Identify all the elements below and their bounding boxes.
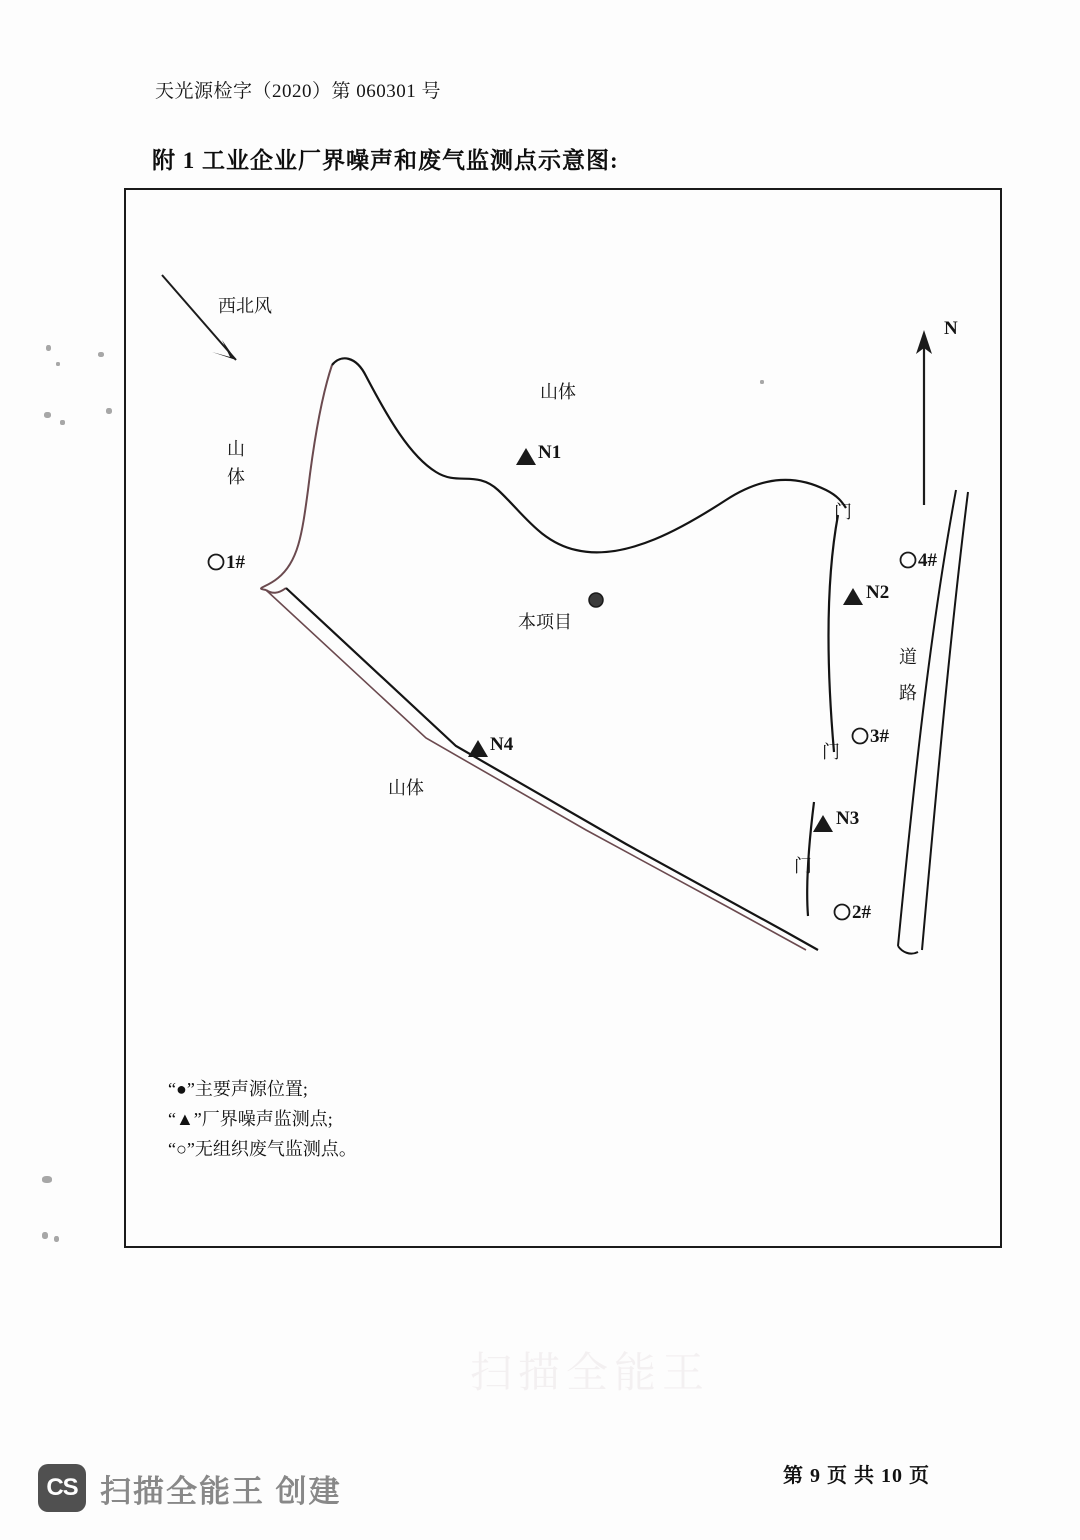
legend-line-gas: “○”无组织废气监测点。 bbox=[168, 1139, 357, 1159]
noise-point-n1-icon bbox=[516, 448, 536, 465]
legend-line-source: “●”主要声源位置; bbox=[168, 1079, 308, 1099]
scan-speck bbox=[44, 412, 51, 418]
fence-upper-right bbox=[828, 515, 838, 752]
scan-speck bbox=[760, 380, 764, 384]
scan-speck bbox=[106, 408, 112, 414]
gas-point-4-label: 4# bbox=[918, 550, 937, 571]
scan-speck bbox=[42, 1232, 48, 1239]
scan-speck bbox=[42, 1176, 52, 1183]
scan-artifact-ghost-text: 扫描全能王 bbox=[470, 1349, 711, 1396]
north-label: N bbox=[944, 318, 958, 339]
mountain-left-label-1: 山 bbox=[227, 439, 245, 459]
road-label-1: 道 bbox=[899, 647, 917, 667]
legend bbox=[168, 1074, 357, 1164]
sound-source-icon bbox=[589, 593, 603, 607]
noise-point-n4-icon bbox=[468, 740, 488, 757]
gas-point-4-icon bbox=[901, 553, 916, 568]
mountain-top-label: 山体 bbox=[540, 382, 576, 402]
wind-label: 西北风 bbox=[218, 296, 272, 316]
page-number: 第 9 页 共 10 页 bbox=[783, 1465, 930, 1487]
gas-point-1-icon bbox=[209, 555, 224, 570]
noise-point-n2-icon bbox=[843, 588, 863, 605]
noise-point-n4-label: N4 bbox=[490, 734, 514, 755]
scan-speck bbox=[54, 1236, 59, 1242]
road-label-2: 路 bbox=[899, 683, 917, 703]
noise-point-n3-label: N3 bbox=[836, 808, 860, 829]
camscanner-logo-icon: CS bbox=[38, 1464, 86, 1512]
north-arrow-icon bbox=[916, 330, 932, 505]
scan-speck bbox=[98, 352, 104, 357]
gate-top-label: 门 bbox=[834, 502, 852, 522]
watermark bbox=[38, 1464, 342, 1512]
gas-point-2-label: 2# bbox=[852, 902, 871, 923]
site-boundary-top bbox=[332, 358, 846, 552]
scan-speck bbox=[60, 420, 65, 425]
mountain-left-label-2: 体 bbox=[227, 467, 245, 487]
gas-point-3-label: 3# bbox=[870, 726, 889, 747]
gate-mid-label: 门 bbox=[822, 742, 840, 762]
document-code: 天光源检字（2020）第 060301 号 bbox=[155, 81, 442, 102]
scan-speck bbox=[46, 345, 51, 351]
noise-point-n3-icon bbox=[813, 815, 833, 832]
gas-point-3-icon bbox=[853, 729, 868, 744]
gate-bottom-label: 门 bbox=[794, 856, 812, 876]
gas-point-1-label: 1# bbox=[226, 552, 245, 573]
scan-speck bbox=[56, 362, 60, 366]
site-boundary-bottom bbox=[286, 588, 818, 950]
noise-point-n2-label: N2 bbox=[866, 582, 890, 603]
gas-point-2-icon bbox=[835, 905, 850, 920]
road-end bbox=[898, 946, 918, 954]
watermark-text: 扫描全能王 创建 bbox=[100, 1473, 342, 1509]
noise-point-n1-label: N1 bbox=[538, 442, 562, 463]
site-boundary-left bbox=[261, 365, 332, 590]
figure-title: 附 1 工业企业厂界噪声和废气监测点示意图: bbox=[152, 148, 619, 173]
project-label: 本项目 bbox=[518, 612, 572, 632]
mountain-bottom-label: 山体 bbox=[388, 778, 424, 798]
legend-line-noise: “▲”厂界噪声监测点; bbox=[168, 1109, 333, 1129]
